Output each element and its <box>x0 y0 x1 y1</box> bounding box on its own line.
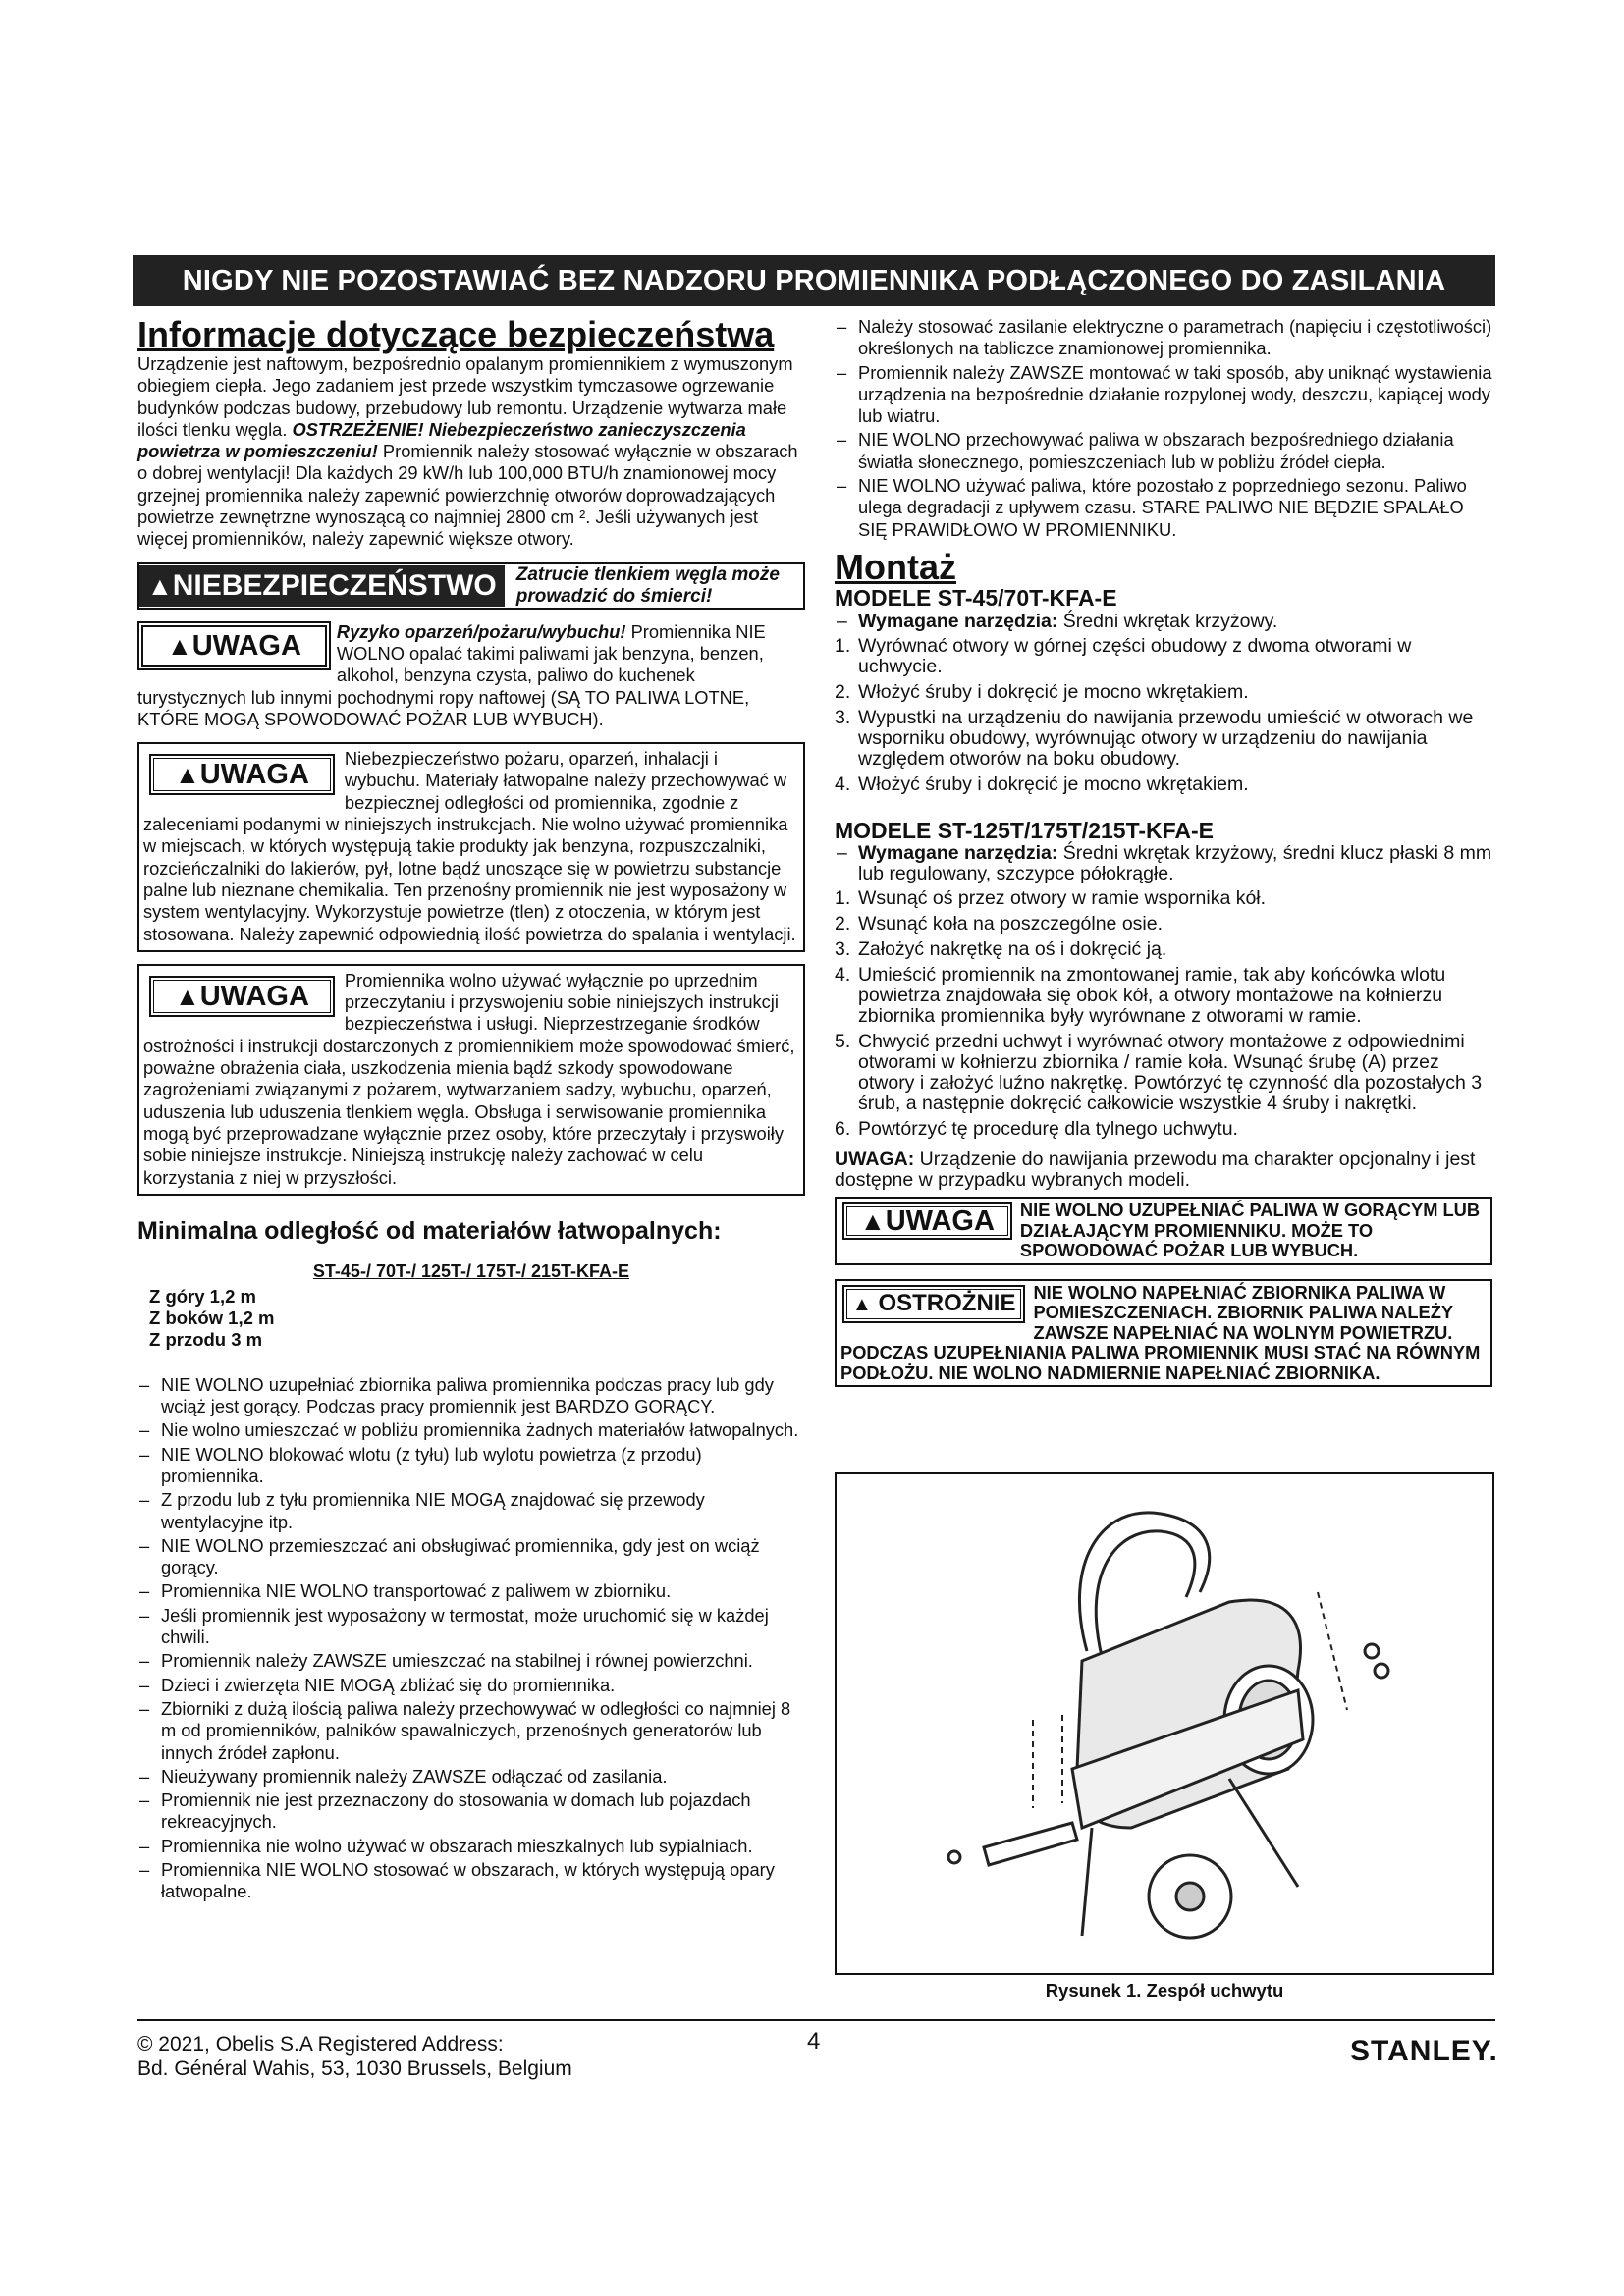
safety-intro <box>137 353 805 551</box>
warning-triangle-icon: ▲ <box>860 1206 886 1237</box>
electrical-bullet-list <box>835 316 1492 541</box>
tools-text: Średni wkrętak krzyżowy. <box>1062 610 1278 632</box>
list-item: – Promiennika NIE WOLNO transportować z paliwem w zbiorniku. <box>137 1580 805 1602</box>
caution-fire-text: Niebezpieczeństwo pożaru, oparzeń, inhalacji i wybuchu. Materiały łatwopalne należy przechowywać w bezpiecznej odległości od promiennika, zgodnie z zaleceniami podanymi w niniejszych instrukcjach. Nie wolno używać promiennika w miejscach, w których występują takie produkty jak benzyna, rozpuszczalniki, rozcieńczalniki do lakierów, pył, lotne bądź unoszące się w powietrzu substancje palne lub nieznane chemikalia. Ten przenośny promiennik nie jest wyposażony w system wentylacyjny. Wykorzystuje powietrze (tlen) z otoczenia, w którym jest stosowana. Należy zapewnić odpowiednią ilość powietrza do spalania i wentylacji. <box>143 748 796 944</box>
clearance-models: ST-45-/ 70T-/ 125T-/ 175T-/ 215T-KFA-E <box>312 1260 630 1281</box>
list-item <box>835 888 1492 909</box>
note-text: Urządzenie do nawijania przewodu ma charakter opcjonalny i jest dostępne w przypadku wybranych modeli. <box>835 1148 1476 1192</box>
nut <box>1375 1664 1388 1678</box>
safety-title: Informacje dotyczące bezpieczeństwa <box>137 314 775 354</box>
footer-address <box>137 2032 572 2081</box>
frame-leg <box>1082 1828 1092 1936</box>
caution-refuel-text: NIE WOLNO UZUPEŁNIAĆ PALIWA W GORĄCYM LUB DZIAŁAJĄCYM PROMIENNIKU. MOŻE TO SPOWODOWAĆ POŻAR LUB WYBUCH. <box>1019 1200 1481 1261</box>
caution-refuel-label-text: UWAGA <box>885 1205 995 1238</box>
left-column <box>137 316 805 1905</box>
list-item: – NIE WOLNO przemieszczać ani obsługiwać promiennika, gdy jest on wciąż gorący. <box>137 1535 805 1579</box>
danger-label <box>139 565 505 607</box>
step-number: 1. <box>835 887 851 910</box>
list-item <box>835 843 1492 884</box>
list-item <box>835 708 1492 770</box>
step-number: 3. <box>835 707 851 729</box>
model-b-tools <box>835 843 1492 884</box>
list-item: – Dzieci i zwierzęta NIE MOGĄ zbliżać się do promiennika. <box>137 1675 805 1696</box>
list-item: – Zbiorniki z dużą ilością paliwa należy przechowywać w odległości co najmniej 8 m od promienników, palników spawalniczych, przenośnych generatorów lub innych źródeł zapłonu. <box>137 1698 805 1764</box>
model-a-tools <box>835 611 1492 632</box>
step-number: 3. <box>835 938 851 961</box>
list-item: – Promiennik należy ZAWSZE montować w taki sposób, aby uniknąć wystawienia urządzenia na bezpośrednie działanie rozpylonej wody, deszczu, kapiącej wody lub wiatru. <box>835 362 1492 428</box>
caution-instructions-box <box>137 964 805 1196</box>
step-text: Umieścić promiennik na zmontowanej ramie, tak aby końcówka wlotu powietrza znajdowała się obok kół, a otwory montażowe na kołnierzu zbiornika promiennika były wyrównane z otworami w ramie. <box>858 964 1446 1028</box>
warning-triangle-icon: ▲ <box>175 760 200 790</box>
footer-divider <box>137 2019 1495 2021</box>
assembly-note <box>835 1149 1492 1191</box>
clearance-title: Minimalna odległość od materiałów łatwopalnych: <box>137 1216 722 1245</box>
caution-instructions-label-text: UWAGA <box>199 980 309 1012</box>
caution-fuel-label-text: UWAGA <box>191 629 301 662</box>
model-a-heading: MODELE ST-45/70T-KFA-E <box>835 584 1117 611</box>
model-b-heading: MODELE ST-125T/175T/215T-KFA-E <box>835 818 1215 844</box>
list-item <box>835 965 1492 1027</box>
caution-instructions-text: Promiennika wolno używać wyłącznie po uprzednim przeczytaniu i przyswojeniu sobie niniejszych instrukcji bezpieczeństwa i usługi. Nieprzestrzeganie środków ostrożności i instrukcji dostarczonych z promiennikiem może spowodować śmierć, poważne obrażenia ciała, uszkodzenia mienia bądź szkody spowodowane zagrożeniami związanymi z pożarem, wytwarzaniem sadzy, wybuchu, oparzeń, uduszenia lub uduszenia tlenkiem węgla. Obsługa i serwisowanie promiennika mogą być przeprowadzane wyłącznie przez osoby, które przeczytały i przyswoiły sobie niniejsze instrukcje. Niniejszą instrukcję należy zachować w celu korzystania z niej w przyszłości. <box>143 969 795 1188</box>
warning-triangle-icon: ▲ <box>852 1293 872 1315</box>
safety-intro-text: Urządzenie jest naftowym, bezpośrednio opalanym promiennikiem z wymuszonym obiegiem ciepła. Jego zadaniem jest przede wszystkim tymczasowe ogrzewanie budynków podczas budowy, przebudowy lub remontu. Urządzenie wytwarza małe ilości tlenku węgla. <box>137 353 793 440</box>
caution-instructions-label <box>149 976 335 1017</box>
safety-intro-warning: OSTRZEŻENIE! Niebezpieczeństwo zanieczyszczenia powietrza w pomieszczeniu! <box>137 418 746 462</box>
step-text: Założyć nakrętkę na oś i dokręcić ją. <box>858 938 1167 961</box>
step-text: Wypustki na urządzeniu do nawijania przewodu umieścić w otworach we wsporniku obudowy, wyrównując otwory w urządzeniu do nawijania względem otworów na boku obudowy. <box>858 707 1474 771</box>
caution-indoor-box <box>835 1279 1492 1388</box>
caution-fuel-label <box>141 625 327 667</box>
stanley-logo: STANLEY. <box>1350 2035 1498 2067</box>
nut <box>1365 1644 1379 1658</box>
list-item <box>835 1119 1492 1140</box>
footer-street: Bd. Général Wahis, 53, 1030 Brussels, Belgium <box>137 2057 572 2080</box>
list-item <box>835 939 1492 960</box>
page-number: 4 <box>807 2028 821 2055</box>
front-handle <box>984 1823 1077 1865</box>
step-text: Wyrównać otwory w górnej części obudowy z dwoma otworami w uchwycie. <box>858 635 1412 678</box>
step-text: Wsunąć koła na poszczególne osie. <box>858 913 1164 935</box>
caution-fuel-block <box>137 621 805 730</box>
list-item <box>835 636 1492 677</box>
caution-fuel-lead: Ryzyko oparzeń/pożaru/wybuchu! <box>336 620 626 642</box>
list-item: – NIE WOLNO przechowywać paliwa w obszarach bezpośredniego działania światła słonecznego, pomieszczeniach lub w pobliżu źródeł ciepła. <box>835 429 1492 473</box>
list-item <box>835 682 1492 703</box>
caution-refuel-box <box>835 1197 1492 1265</box>
list-item <box>835 611 1492 632</box>
caution-indoor-label <box>842 1285 1025 1323</box>
step-text: Wsunąć oś przez otwory w ramie wspornika kół. <box>858 887 1267 910</box>
bolt-guide <box>1318 1592 1347 1710</box>
heater-assembly-illustration <box>837 1474 1492 1973</box>
step-text: Włożyć śruby i dokręcić je mocno wkrętakiem. <box>858 774 1249 796</box>
step-number: 4. <box>835 774 851 796</box>
nut <box>948 1851 960 1863</box>
assembly-title: Montaż <box>835 546 956 587</box>
footer-copyright: © 2021, Obelis S.A Registered Address: <box>137 2033 504 2056</box>
danger-text: Zatrucie tlenkiem węgla może prowadzić do śmierci! <box>515 563 780 607</box>
list-item: – NIE WOLNO używać paliwa, które pozostało z poprzedniego sezonu. Paliwo ulega degradacji z upływem czasu. STARE PALIWO NIE BĘDZIE SPALAŁO SIĘ PRAWIDŁOWO W PROMIENNIKU. <box>835 475 1492 541</box>
safety-intro-rest: Promiennik należy stosować wyłącznie w obszarach o dobrej wentylacji! Dla każdych 29 kW/h lub 100,000 BTU/h znamionowej mocy grzejnej promiennika należy zapewnić powierzchnię otworów doprowadzających powietrze zewnętrzne wynoszącą co najmniej 2800 cm ². Jeśli używanych jest więcej promienników, należy zapewnić większe otwory. <box>137 441 798 550</box>
step-text: Powtórzyć tę procedurę dla tylnego uchwytu. <box>858 1118 1238 1141</box>
caution-indoor-label-text: OSTROŻNIE <box>878 1289 1016 1316</box>
warning-triangle-icon: ▲ <box>175 981 200 1011</box>
model-a-steps <box>835 636 1492 795</box>
step-number: 2. <box>835 913 851 935</box>
caution-fire-label-text: UWAGA <box>199 759 309 791</box>
caution-refuel-label <box>842 1202 1012 1240</box>
list-item: – Nie wolno umieszczać w pobliżu promiennika żadnych materiałów łatwopalnych. <box>137 1419 805 1441</box>
list-item: – Promiennika nie wolno używać w obszarach mieszkalnych lub sypialniach. <box>137 1836 805 1857</box>
step-number: 6. <box>835 1118 851 1141</box>
wheel-hub <box>1176 1883 1204 1910</box>
tools-label: Wymagane narzędzia: <box>858 842 1058 865</box>
clearance-front: Z przodu 3 m <box>149 1328 263 1350</box>
list-item: – Promiennik należy ZAWSZE umieszczać na stabilnej i równej powierzchni. <box>137 1650 805 1672</box>
clearance-top: Z góry 1,2 m <box>149 1285 256 1307</box>
right-column <box>835 316 1492 1387</box>
note-label: UWAGA: <box>835 1148 915 1171</box>
list-item <box>835 1032 1492 1114</box>
caution-fuel-text: Promiennika NIE WOLNO opalać takimi paliwami jak benzyna, benzen, alkohol, benzyna czysta, paliwo do kuchenek turystycznych lub innymi pochodnymi ropy naftowej (SĄ TO PALIWA LOTNE, KTÓRE MOGĄ SPOWODOWAĆ POŻAR LUB WYBUCH). <box>137 620 766 729</box>
step-number: 5. <box>835 1031 851 1053</box>
danger-label-text: NIEBEZPIECZEŃSTWO <box>172 568 497 602</box>
list-item: – Jeśli promiennik jest wyposażony w termostat, może uruchomić się w każdej chwili. <box>137 1605 805 1649</box>
frame-leg <box>1229 1779 1298 1887</box>
step-text: Włożyć śruby i dokręcić je mocno wkrętakiem. <box>858 681 1249 704</box>
figure-caption: Rysunek 1. Zespół uchwytu <box>1045 1980 1284 2001</box>
danger-box <box>137 562 805 610</box>
top-warning-banner: NIGDY NIE POZOSTAWIAĆ BEZ NADZORU PROMIENNIKA PODŁĄCZONEGO DO ZASILANIA <box>133 255 1495 306</box>
caution-fire-box <box>137 742 805 952</box>
clearance-sides: Z boków 1,2 m <box>149 1307 275 1328</box>
step-number: 1. <box>835 635 851 658</box>
list-item: – Z przodu lub z tyłu promiennika NIE MOGĄ znajdować się przewody wentylacyjne itp. <box>137 1489 805 1533</box>
warning-triangle-icon: ▲ <box>167 630 192 661</box>
model-b-steps <box>835 888 1492 1140</box>
list-item: – Promiennika NIE WOLNO stosować w obszarach, w których występują opary łatwopalne. <box>137 1859 805 1903</box>
safety-bullet-list <box>137 1374 805 1903</box>
handle-assembly-figure <box>835 1472 1494 1975</box>
list-item: – NIE WOLNO blokować wlotu (z tyłu) lub wylotu powietrza (z przodu) promiennika. <box>137 1444 805 1488</box>
list-item: – Promiennik nie jest przeznaczony do stosowania w domach lub pojazdach rekreacyjnych. <box>137 1789 805 1834</box>
list-item: – NIE WOLNO uzupełniać zbiornika paliwa promiennika podczas pracy lub gdy wciąż jest gorący. Podczas pracy promiennik jest BARDZO GORĄCY. <box>137 1374 805 1418</box>
caution-fire-label <box>149 754 335 795</box>
list-item: – Nieużywany promiennik należy ZAWSZE odłączać od zasilania. <box>137 1766 805 1788</box>
step-number: 2. <box>835 681 851 704</box>
list-item <box>835 914 1492 934</box>
list-item <box>835 774 1492 795</box>
clearance-values <box>149 1286 805 1351</box>
step-number: 4. <box>835 964 851 987</box>
caution-indoor-text: NIE WOLNO NAPEŁNIAĆ ZBIORNIKA PALIWA W POMIESZCZENIACH. ZBIORNIK PALIWA NALEŻY ZAWSZE NAPEŁNIAĆ NA WOLNYM POWIETRZU. PODCZAS UZUPEŁNIANIA PALIWA PROMIENNIK MUSI STAĆ NA RÓWNYM PODŁOŻU. NIE WOLNO NADMIERNIE NAPEŁNIAĆ ZBIORNIKA. <box>840 1281 1481 1383</box>
tools-text: Średni wkrętak krzyżowy, średni klucz płaski 8 mm lub regulowany, szczypce półokrągłe. <box>858 842 1492 885</box>
list-item: – Należy stosować zasilanie elektryczne o parametrach (napięciu i częstotliwości) określonych na tabliczce znamionowej promiennika. <box>835 316 1492 360</box>
warning-triangle-icon: ▲ <box>147 570 173 601</box>
tools-label: Wymagane narzędzia: <box>858 610 1058 632</box>
step-text: Chwycić przedni uchwyt i wyrównać otwory montażowe z odpowiednimi otworami w kołnierzu zbiornika / ramie koła. Wsunąć śrubę (A) przez otwory i założyć luźno nakrętkę. Powtórzyć tę czynność dla pozostałych 3 śrub, a następnie dokręcić całkowicie wszystkie 4 śruby i nakrętki. <box>858 1031 1483 1115</box>
